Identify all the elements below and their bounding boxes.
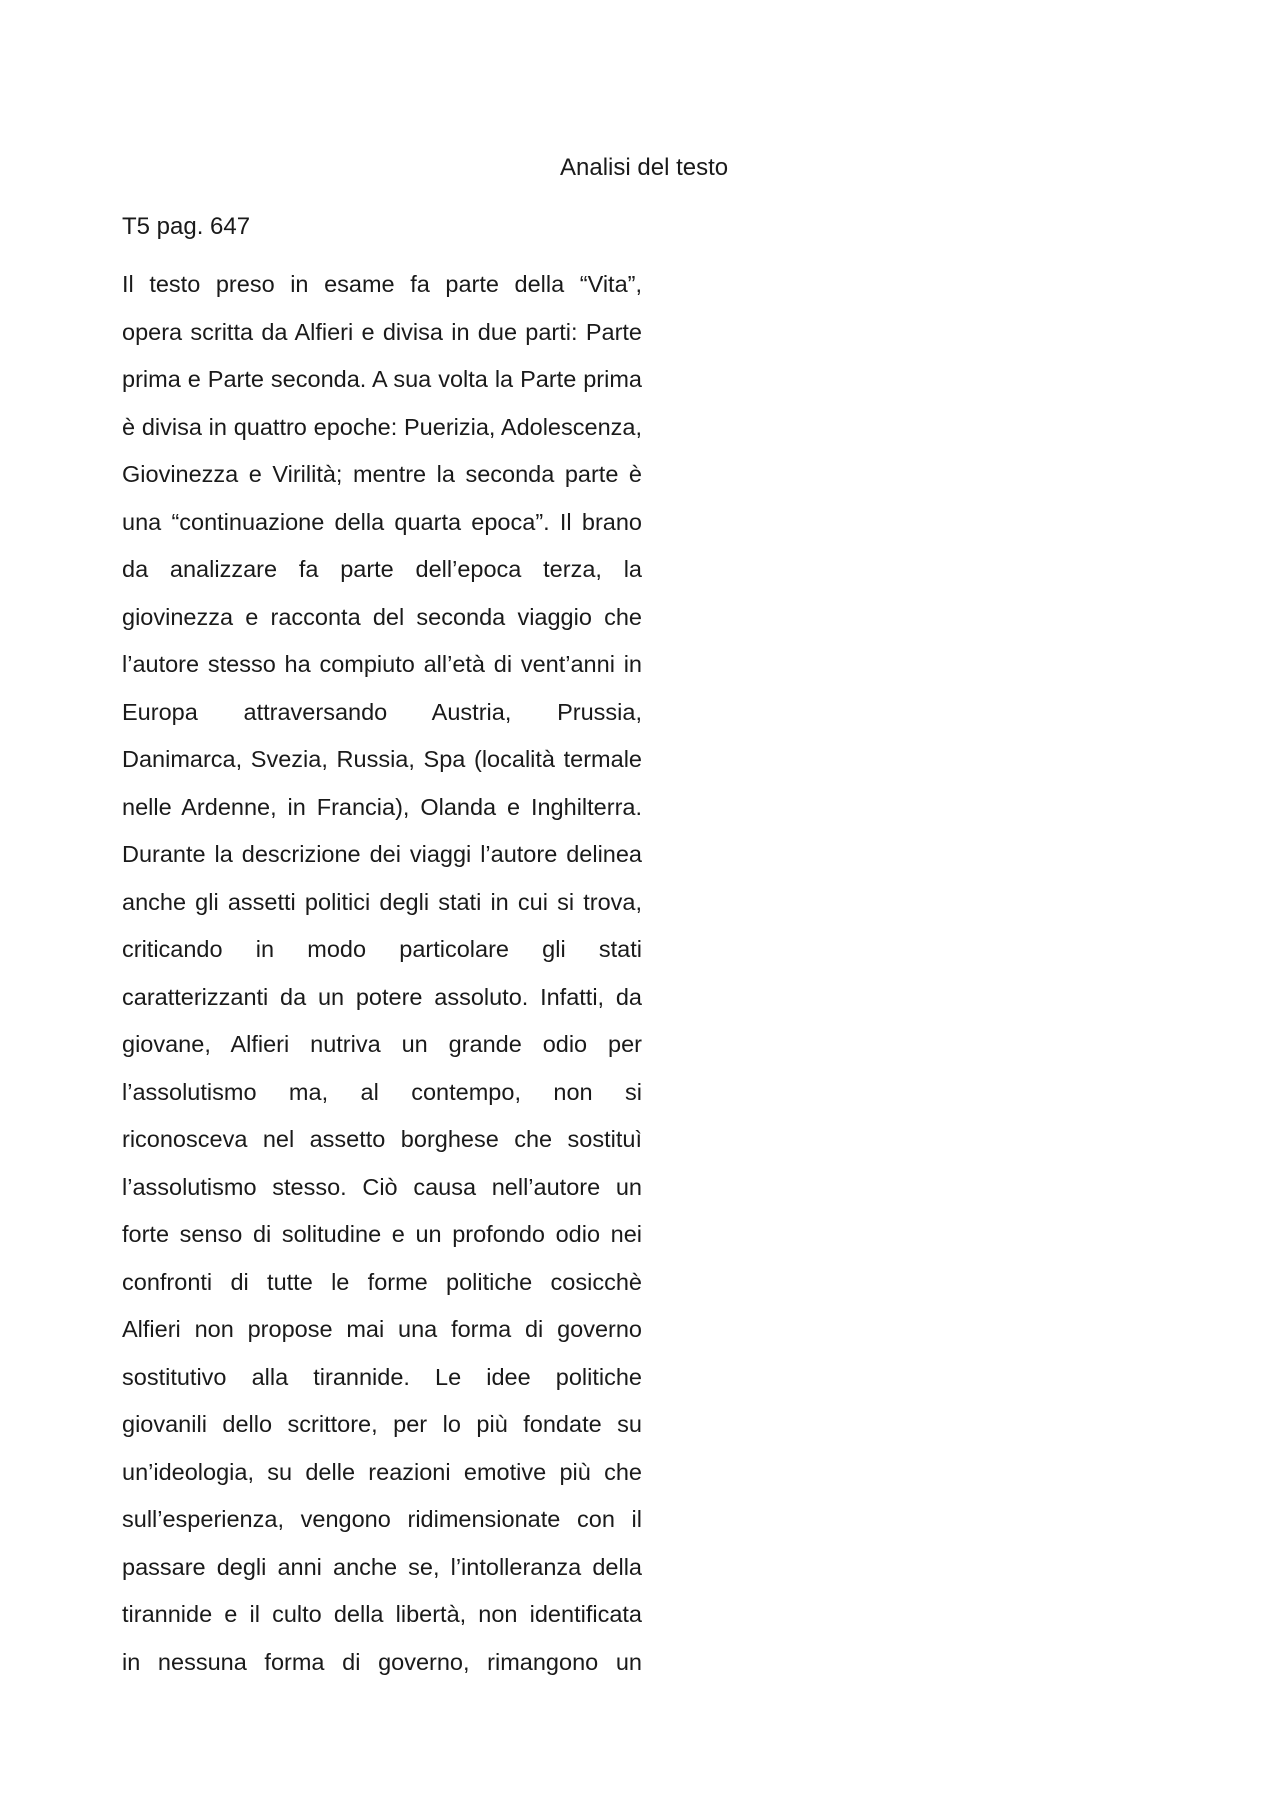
text-line: una “continuazione della quarta epoca”. Il brano (122, 508, 642, 535)
text-line: l’autore stesso ha compiuto all’età di vent’anni in (122, 651, 642, 677)
page-reference: T5 pag. 647 (122, 213, 251, 240)
text-line: passare degli anni anche se, l’intolleranza della (122, 1553, 642, 1580)
text-line: giovinezza e racconta del seconda viaggio che (122, 603, 642, 630)
text-line: Danimarca, Svezia, Russia, Spa (località termale (122, 746, 642, 772)
text-line: anche gli assetti politici degli stati in cui si trova, (122, 888, 642, 915)
text-line: sull’esperienza, vengono ridimensionate con il (122, 1506, 642, 1532)
text-line: l’assolutismo stesso. Ciò causa nell’autore un (122, 1173, 642, 1200)
text-line: un’ideologia, su delle reazioni emotive più che (122, 1458, 642, 1485)
text-line: Il testo preso in esame fa parte della “Vita”, (122, 271, 642, 297)
text-line: prima e Parte seconda. A sua volta la Parte prima (122, 366, 642, 392)
body-paragraph (122, 266, 642, 1691)
text-line: Alfieri non propose mai una forma di governo (122, 1316, 642, 1342)
document-title: Analisi del testo (560, 154, 729, 181)
text-line: l’assolutismo ma, al contempo, non si (122, 1078, 642, 1105)
text-line: tirannide e il culto della libertà, non identificata (122, 1601, 642, 1627)
text-line: in nessuna forma di governo, rimangono un (122, 1648, 642, 1675)
text-line: giovanili dello scrittore, per lo più fondate su (122, 1411, 642, 1437)
text-line: è divisa in quattro epoche: Puerizia, Adolescenza, (122, 413, 642, 440)
text-line: forte senso di solitudine e un profondo odio nei (122, 1221, 642, 1247)
text-line: Europa attraversando Austria, Prussia, (122, 698, 642, 725)
text-line: da analizzare fa parte dell’epoca terza, la (122, 556, 642, 582)
text-line: confronti di tutte le forme politiche cosicchè (122, 1268, 642, 1295)
text-line: caratterizzanti da un potere assoluto. Infatti, da (122, 983, 642, 1010)
text-line: Durante la descrizione dei viaggi l’autore delinea (122, 841, 642, 867)
text-line: giovane, Alfieri nutriva un grande odio per (122, 1031, 642, 1057)
text-line: riconosceva nel assetto borghese che sostituì (122, 1126, 642, 1152)
text-line: sostitutivo alla tirannide. Le idee politiche (122, 1363, 642, 1390)
text-line: criticando in modo particolare gli stati (122, 936, 642, 962)
text-line: opera scritta da Alfieri e divisa in due parti: Parte (122, 318, 642, 345)
text-line: nelle Ardenne, in Francia), Olanda e Inghilterra. (122, 793, 642, 820)
text-line: Giovinezza e Virilità; mentre la seconda parte è (122, 461, 642, 487)
